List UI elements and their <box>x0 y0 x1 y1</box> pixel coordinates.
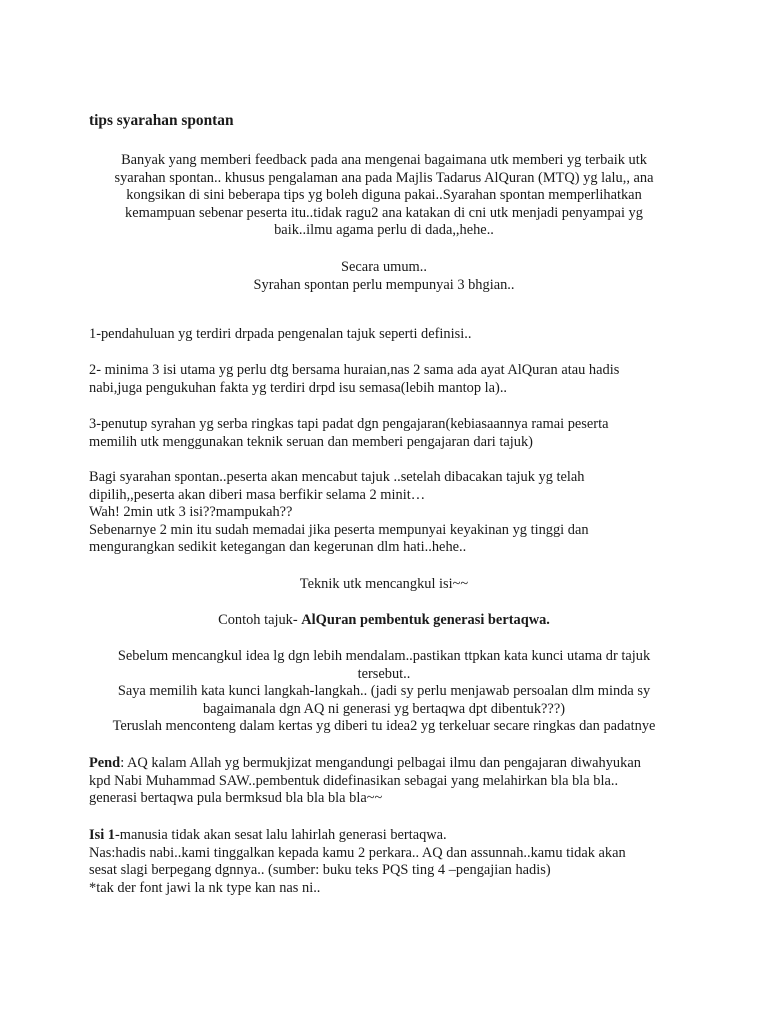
contoh-line <box>80 612 688 630</box>
text-line: Secara umum.. <box>341 259 427 275</box>
text-line: baik..ilmu agama perlu di dada,,hehe.. <box>274 222 494 239</box>
intro-paragraph <box>80 152 688 240</box>
text-line: Syrahan spontan perlu mempunyai 3 bhgian.. <box>253 276 515 293</box>
text-line: memilih utk menggunakan teknik seruan dan memberi pengajaran dari tajuk) <box>89 433 533 450</box>
text-line: tersebut.. <box>357 665 411 682</box>
text-line: kongsikan di sini beberapa tips yg boleh diguna pakai..Syarahan spontan memperlihatkan <box>126 187 642 204</box>
text-line: nabi,juga pengukuhan fakta yg terdiri drpd isu semasa(lebih mantop la).. <box>89 379 508 396</box>
steps-paragraph <box>80 648 688 736</box>
text-line <box>89 827 709 845</box>
contoh-topic: AlQuran pembentuk generasi bertaqwa. <box>301 612 550 628</box>
text-line: Wah! 2min utk 3 isi??mampukah?? <box>89 504 293 521</box>
pend-text: : AQ kalam Allah yg bermukjizat mengandungi pelbagai ilmu dan pengajaran diwahyukan <box>120 755 641 771</box>
text-line: Nas:hadis nabi..kami tinggalkan kepada kamu 2 perkara.. AQ dan assunnah..kamu tidak akan <box>89 844 626 861</box>
teknik-heading <box>80 576 688 594</box>
text-line: bagaimanala dgn AQ ni generasi yg bertaqwa dpt dibentuk???) <box>202 700 566 717</box>
part-2-paragraph <box>89 362 709 397</box>
contoh-tajuk <box>80 612 688 630</box>
text-line: kpd Nabi Muhammad SAW..pembentuk didefinasikan sebagai yang melahirkan bla bla bla.. <box>89 772 619 789</box>
text-line: mengurangkan sedikit ketegangan dan kegerunan dlm hati..hehe.. <box>89 539 467 556</box>
text-line: Teknik utk mencangkul isi~~ <box>299 576 469 592</box>
part-3-paragraph <box>89 416 709 451</box>
text-line: syarahan spontan.. khusus pengalaman ana pada Majlis Tadarus AlQuran (MTQ) yg lalu,, ana <box>114 169 654 186</box>
isi-1-text: -manusia tidak akan sesat lalu lahirlah generasi bertaqwa. <box>115 827 447 843</box>
text-line: Banyak yang memberi feedback pada ana mengenai bagaimana utk memberi yg terbaik utk <box>121 152 647 168</box>
contoh-prefix: Contoh tajuk- <box>218 612 302 628</box>
text-line: kemampuan sebenar peserta itu..tidak ragu2 ana katakan di cni utk menjadi penyampai yg <box>125 204 643 221</box>
text-line: Bagi syarahan spontan..peserta akan mencabut tajuk ..setelah dibacakan tajuk yg telah <box>89 469 585 485</box>
text-line: generasi bertaqwa pula bermksud bla bla bla bla~~ <box>89 790 383 807</box>
text-line: Teruslah menconteng dalam kertas yg diberi tu idea2 yg terkeluar secare ringkas dan padatnye <box>112 718 656 735</box>
pend-label: Pend <box>89 755 121 771</box>
general-paragraph <box>80 259 688 294</box>
text-line: Saya memilih kata kunci langkah-langkah.. (jadi sy perlu menjawab persoalan dlm minda sy <box>117 683 651 700</box>
text-line: sesat slagi berpegang dgnnya.. (sumber: buku teks PQS ting 4 –pengajian hadis) <box>89 862 551 879</box>
text-line: 3-penutup syrahan yg serba ringkas tapi padat dgn pengajaran(kebiasaannya ramai peserta <box>89 416 609 432</box>
text-line: dipilih,,peserta akan diberi masa berfikir selama 2 minit… <box>89 486 426 503</box>
isi-1-paragraph <box>89 827 709 897</box>
pend-paragraph <box>89 755 709 808</box>
page-title: tips syarahan spontan <box>89 112 234 129</box>
text-line: 1-pendahuluan yg terdiri drpada pengenalan tajuk seperti definisi.. <box>89 326 472 342</box>
text-line: *tak der font jawi la nk type kan nas ni.. <box>89 879 321 896</box>
text-line: Sebenarnye 2 min itu sudah memadai jika peserta mempunyai keyakinan yg tinggi dan <box>89 521 589 538</box>
spontan-paragraph <box>89 469 709 557</box>
isi-1-label: Isi 1 <box>89 827 115 843</box>
text-line <box>89 755 709 773</box>
text-line: 2- minima 3 isi utama yg perlu dtg bersama huraian,nas 2 sama ada ayat AlQuran atau hadis <box>89 362 620 378</box>
text-line: Sebelum mencangkul idea lg dgn lebih mendalam..pastikan ttpkan kata kunci utama dr tajuk <box>117 648 651 664</box>
part-1-paragraph <box>89 326 709 344</box>
